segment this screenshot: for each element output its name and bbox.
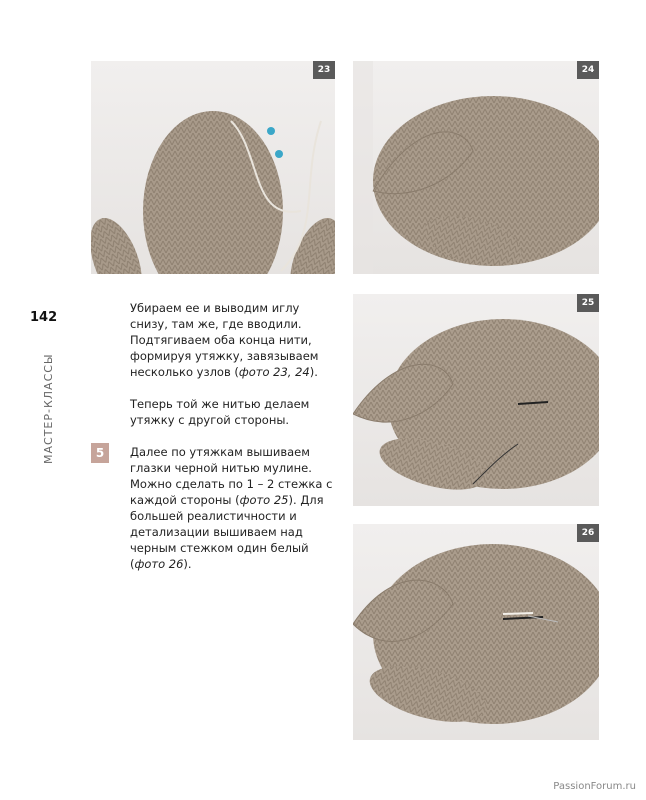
- watermark: PassionForum.ru: [553, 781, 636, 792]
- bunny-head-with-pins-image: [91, 61, 335, 274]
- photo-23: [91, 61, 335, 274]
- photo-label: 26: [577, 524, 599, 542]
- text-run: Далее по утяжкам вышиваем глазки черной нитью мулине. Можно сделать по 1 – 2 стежка с каждой стороны (: [130, 445, 333, 507]
- photo-label: 24: [577, 61, 599, 79]
- photo-label: 25: [577, 294, 599, 312]
- instruction-text: [130, 300, 335, 588]
- paragraph-3: [130, 444, 335, 572]
- photo-24: [353, 61, 599, 274]
- photo-25: [353, 294, 599, 506]
- text-run: ). Для большей реалистичности и детализации вышиваем над черным стежком один белый (: [130, 493, 324, 571]
- text-run: ).: [183, 557, 192, 571]
- photo-reference: фото 25: [239, 493, 289, 507]
- section-label: МАСТЕР-КЛАССЫ: [42, 353, 55, 464]
- text-run: ).: [309, 365, 318, 379]
- bunny-side-view-image: [353, 61, 599, 274]
- photo-26: [353, 524, 599, 740]
- page-number: 142: [30, 310, 58, 325]
- step-badge: 5: [91, 443, 109, 463]
- paragraph-1: [130, 300, 335, 380]
- text-run: Убираем ее и выводим иглу снизу, там же, где вводили. Подтягиваем оба конца нити, формируя утяжку, завязываем несколько узлов (: [130, 301, 319, 379]
- photo-reference: фото 23, 24: [238, 365, 310, 379]
- bunny-white-stitch-image: [353, 524, 599, 740]
- text-run: Теперь той же нитью делаем утяжку с другой стороны.: [130, 397, 310, 427]
- bunny-black-eye-image: [353, 294, 599, 506]
- photo-label: 23: [313, 61, 335, 79]
- photo-reference: фото 26: [134, 557, 184, 571]
- paragraph-2: [130, 396, 335, 428]
